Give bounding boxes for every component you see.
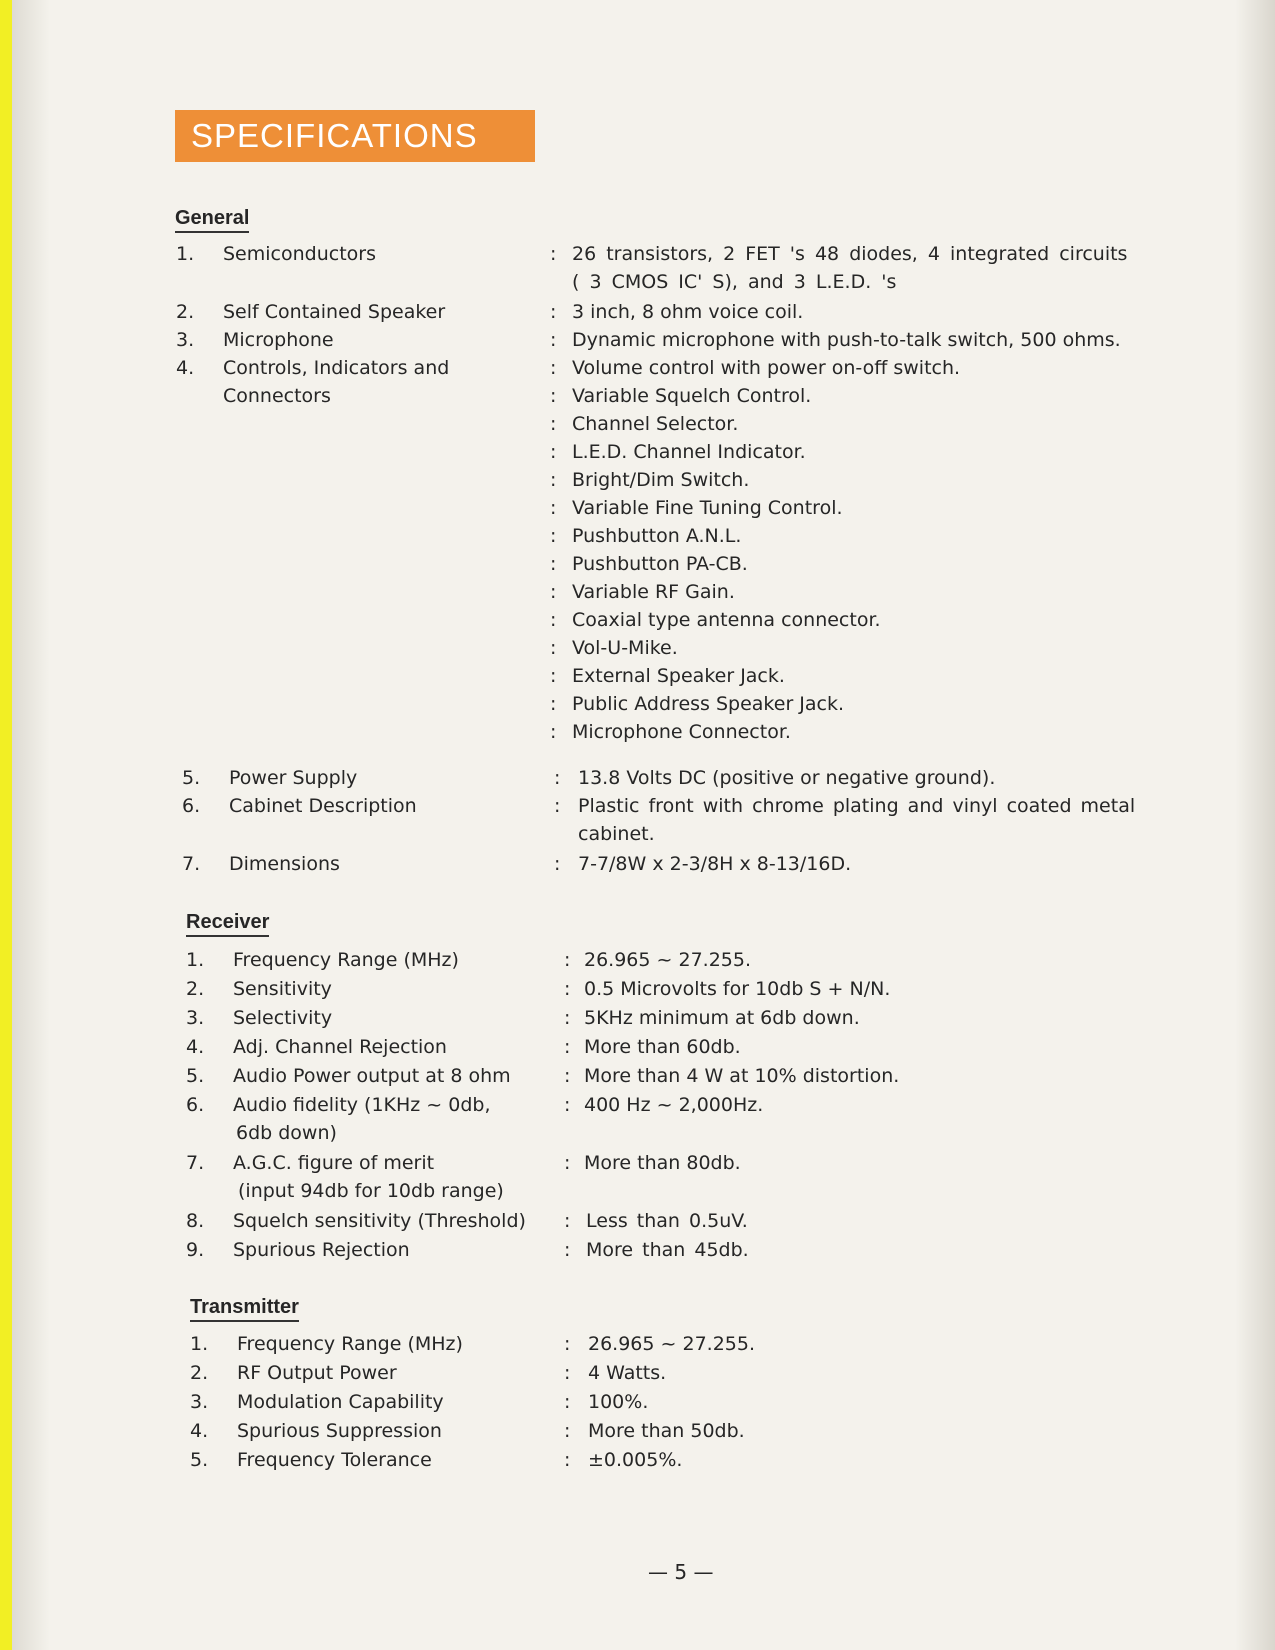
colon: : <box>550 693 557 715</box>
item-label: Squelch sensitivity (Threshold) <box>233 1210 526 1232</box>
colon: : <box>554 853 561 875</box>
item-value: Vol-U-Mike. <box>572 637 678 659</box>
item-number: 4. <box>190 1420 209 1442</box>
spec-row <box>176 550 1196 578</box>
item-label: Modulation Capability <box>237 1391 444 1413</box>
item-value: External Speaker Jack. <box>572 665 785 687</box>
item-value: More than 4 W at 10% distortion. <box>584 1065 900 1087</box>
spec-row <box>186 1033 1206 1061</box>
spec-row <box>176 718 1196 746</box>
item-value: 26 transistors, 2 FET 's 48 diodes, 4 integrated circuits <box>572 243 1128 265</box>
colon: : <box>554 767 561 789</box>
spec-row <box>190 1446 1210 1474</box>
item-number: 4. <box>186 1036 205 1058</box>
item-label: Self Contained Speaker <box>223 301 446 323</box>
page-edge-strip <box>0 0 12 1650</box>
item-label: Spurious Rejection <box>233 1239 410 1261</box>
colon: : <box>564 1065 571 1087</box>
colon: : <box>550 469 557 491</box>
item-number: 8. <box>186 1210 205 1232</box>
page-right-shadow <box>1235 0 1275 1650</box>
item-value: 5KHz minimum at 6db down. <box>584 1007 860 1029</box>
spec-row <box>176 662 1196 690</box>
item-number: 7. <box>186 1152 205 1174</box>
item-number: 1. <box>190 1333 209 1355</box>
item-value: Public Address Speaker Jack. <box>572 693 845 715</box>
item-number: 5. <box>190 1449 209 1471</box>
spec-row <box>176 606 1196 634</box>
spec-row <box>176 522 1196 550</box>
spec-row <box>186 1004 1206 1032</box>
colon: : <box>564 1152 571 1174</box>
item-number: 2. <box>186 978 205 1000</box>
colon: : <box>564 1391 571 1413</box>
item-value: Pushbutton A.N.L. <box>572 525 742 547</box>
item-value: More than 45db. <box>586 1239 749 1261</box>
item-value: ±0.005%. <box>588 1449 683 1471</box>
item-label: Frequency Tolerance <box>237 1449 432 1471</box>
item-number: 6. <box>186 1094 205 1116</box>
item-label: Power Supply <box>229 767 358 789</box>
page-title: SPECIFICATIONS <box>175 110 535 162</box>
item-value-continued: ( 3 CMOS IC' S), and 3 L.E.D. 's <box>572 271 897 293</box>
item-value: Plastic front with chrome plating and vinyl coated metal <box>578 795 1136 817</box>
colon: : <box>564 1239 571 1261</box>
item-value: Variable RF Gain. <box>572 581 735 603</box>
item-number: 1. <box>176 243 195 265</box>
colon: : <box>564 1449 571 1471</box>
colon: : <box>550 357 557 379</box>
spec-row <box>176 410 1196 438</box>
spec-row <box>186 1149 1206 1177</box>
colon: : <box>550 385 557 407</box>
item-number: 7. <box>182 853 201 875</box>
item-number: 5. <box>186 1065 205 1087</box>
item-value: Coaxial type antenna connector. <box>572 609 881 631</box>
item-label: Spurious Suppression <box>237 1420 442 1442</box>
item-label: Audio Power output at 8 ohm <box>233 1065 511 1087</box>
item-label: Selectivity <box>233 1007 333 1029</box>
item-value: 13.8 Volts DC (positive or negative ground). <box>578 767 996 789</box>
item-label: Cabinet Description <box>229 795 417 817</box>
item-label: Adj. Channel Rejection <box>233 1036 447 1058</box>
item-value: 3 inch, 8 ohm voice coil. <box>572 301 804 323</box>
item-number: 6. <box>182 795 201 817</box>
spec-row <box>186 946 1206 974</box>
colon: : <box>550 721 557 743</box>
colon: : <box>550 441 557 463</box>
spec-row <box>176 354 1196 382</box>
spec-row <box>190 1359 1210 1387</box>
spec-row <box>186 1062 1206 1090</box>
spec-row <box>176 326 1196 354</box>
spec-row <box>190 1388 1210 1416</box>
item-label: Frequency Range (MHz) <box>233 949 459 971</box>
item-value: 0.5 Microvolts for 10db S + N/N. <box>584 978 891 1000</box>
spec-row <box>176 466 1196 494</box>
colon: : <box>550 637 557 659</box>
item-label: Sensitivity <box>233 978 332 1000</box>
item-number: 3. <box>190 1391 209 1413</box>
item-value: L.E.D. Channel Indicator. <box>572 441 806 463</box>
item-value: 7-7/8W x 2-3/8H x 8-13/16D. <box>578 853 852 875</box>
colon: : <box>550 329 557 351</box>
page-number: — 5 — <box>648 1560 714 1584</box>
section-heading-general: General <box>175 206 249 233</box>
colon: : <box>550 413 557 435</box>
item-number: 4. <box>176 357 195 379</box>
item-value: Bright/Dim Switch. <box>572 469 750 491</box>
item-value: More than 50db. <box>588 1420 745 1442</box>
item-value: 400 Hz ~ 2,000Hz. <box>584 1094 764 1116</box>
spec-row <box>176 382 1196 410</box>
colon: : <box>550 553 557 575</box>
item-value: More than 80db. <box>584 1152 741 1174</box>
spec-row <box>176 494 1196 522</box>
spec-row <box>182 792 1202 820</box>
item-number: 5. <box>182 767 201 789</box>
item-label: Microphone <box>223 329 334 351</box>
spec-row <box>182 764 1202 792</box>
colon: : <box>564 978 571 1000</box>
colon: : <box>564 949 571 971</box>
spec-row <box>176 634 1196 662</box>
colon: : <box>550 609 557 631</box>
item-label: A.G.C. figure of merit <box>233 1152 435 1174</box>
item-number: 1. <box>186 949 205 971</box>
spec-row <box>186 1091 1206 1119</box>
spec-row <box>186 1207 1206 1235</box>
colon: : <box>554 795 561 817</box>
item-value: Dynamic microphone with push-to-talk switch, 500 ohms. <box>572 329 1121 351</box>
colon: : <box>564 1007 571 1029</box>
item-number: 2. <box>190 1362 209 1384</box>
colon: : <box>550 497 557 519</box>
colon: : <box>550 525 557 547</box>
colon: : <box>564 1094 571 1116</box>
spec-row <box>176 438 1196 466</box>
colon: : <box>564 1420 571 1442</box>
colon: : <box>564 1362 571 1384</box>
spec-row <box>176 298 1196 326</box>
item-number: 2. <box>176 301 195 323</box>
item-label: Controls, Indicators and <box>223 357 450 379</box>
colon: : <box>550 665 557 687</box>
item-value: Volume control with power on-off switch. <box>572 357 961 379</box>
page-left-shadow <box>12 0 50 1650</box>
spec-row <box>176 690 1196 718</box>
colon: : <box>564 1333 571 1355</box>
item-value: 4 Watts. <box>588 1362 667 1384</box>
item-value: Variable Squelch Control. <box>572 385 812 407</box>
section-heading-receiver: Receiver <box>186 910 269 937</box>
spec-row <box>186 975 1206 1003</box>
item-label-continued: (input 94db for 10db range) <box>238 1180 504 1202</box>
item-label: RF Output Power <box>237 1362 397 1384</box>
item-value: 26.965 ~ 27.255. <box>584 949 752 971</box>
spec-row <box>186 1236 1206 1264</box>
spec-row <box>176 240 1196 268</box>
item-value: Pushbutton PA-CB. <box>572 553 748 575</box>
colon: : <box>564 1036 571 1058</box>
colon: : <box>550 243 557 265</box>
item-label-continued: 6db down) <box>236 1122 337 1144</box>
item-value: Variable Fine Tuning Control. <box>572 497 843 519</box>
item-label: Semiconductors <box>223 243 376 265</box>
spec-row <box>190 1417 1210 1445</box>
colon: : <box>550 301 557 323</box>
colon: : <box>550 581 557 603</box>
spec-row <box>190 1330 1210 1358</box>
item-value: Less than 0.5uV. <box>586 1210 748 1232</box>
item-label: Dimensions <box>229 853 340 875</box>
spec-row <box>182 850 1202 878</box>
item-value: Channel Selector. <box>572 413 739 435</box>
item-number: 3. <box>186 1007 205 1029</box>
section-heading-transmitter: Transmitter <box>190 1295 299 1322</box>
item-value: 100%. <box>588 1391 649 1413</box>
spec-row <box>176 578 1196 606</box>
item-number: 9. <box>186 1239 205 1261</box>
item-value: Microphone Connector. <box>572 721 791 743</box>
item-label: Frequency Range (MHz) <box>237 1333 463 1355</box>
item-label: Audio fidelity (1KHz ~ 0db, <box>233 1094 491 1116</box>
item-value: More than 60db. <box>584 1036 741 1058</box>
item-number: 3. <box>176 329 195 351</box>
item-label-continued: Connectors <box>223 385 331 407</box>
item-value-continued: cabinet. <box>578 823 655 845</box>
colon: : <box>564 1210 571 1232</box>
item-value: 26.965 ~ 27.255. <box>588 1333 756 1355</box>
